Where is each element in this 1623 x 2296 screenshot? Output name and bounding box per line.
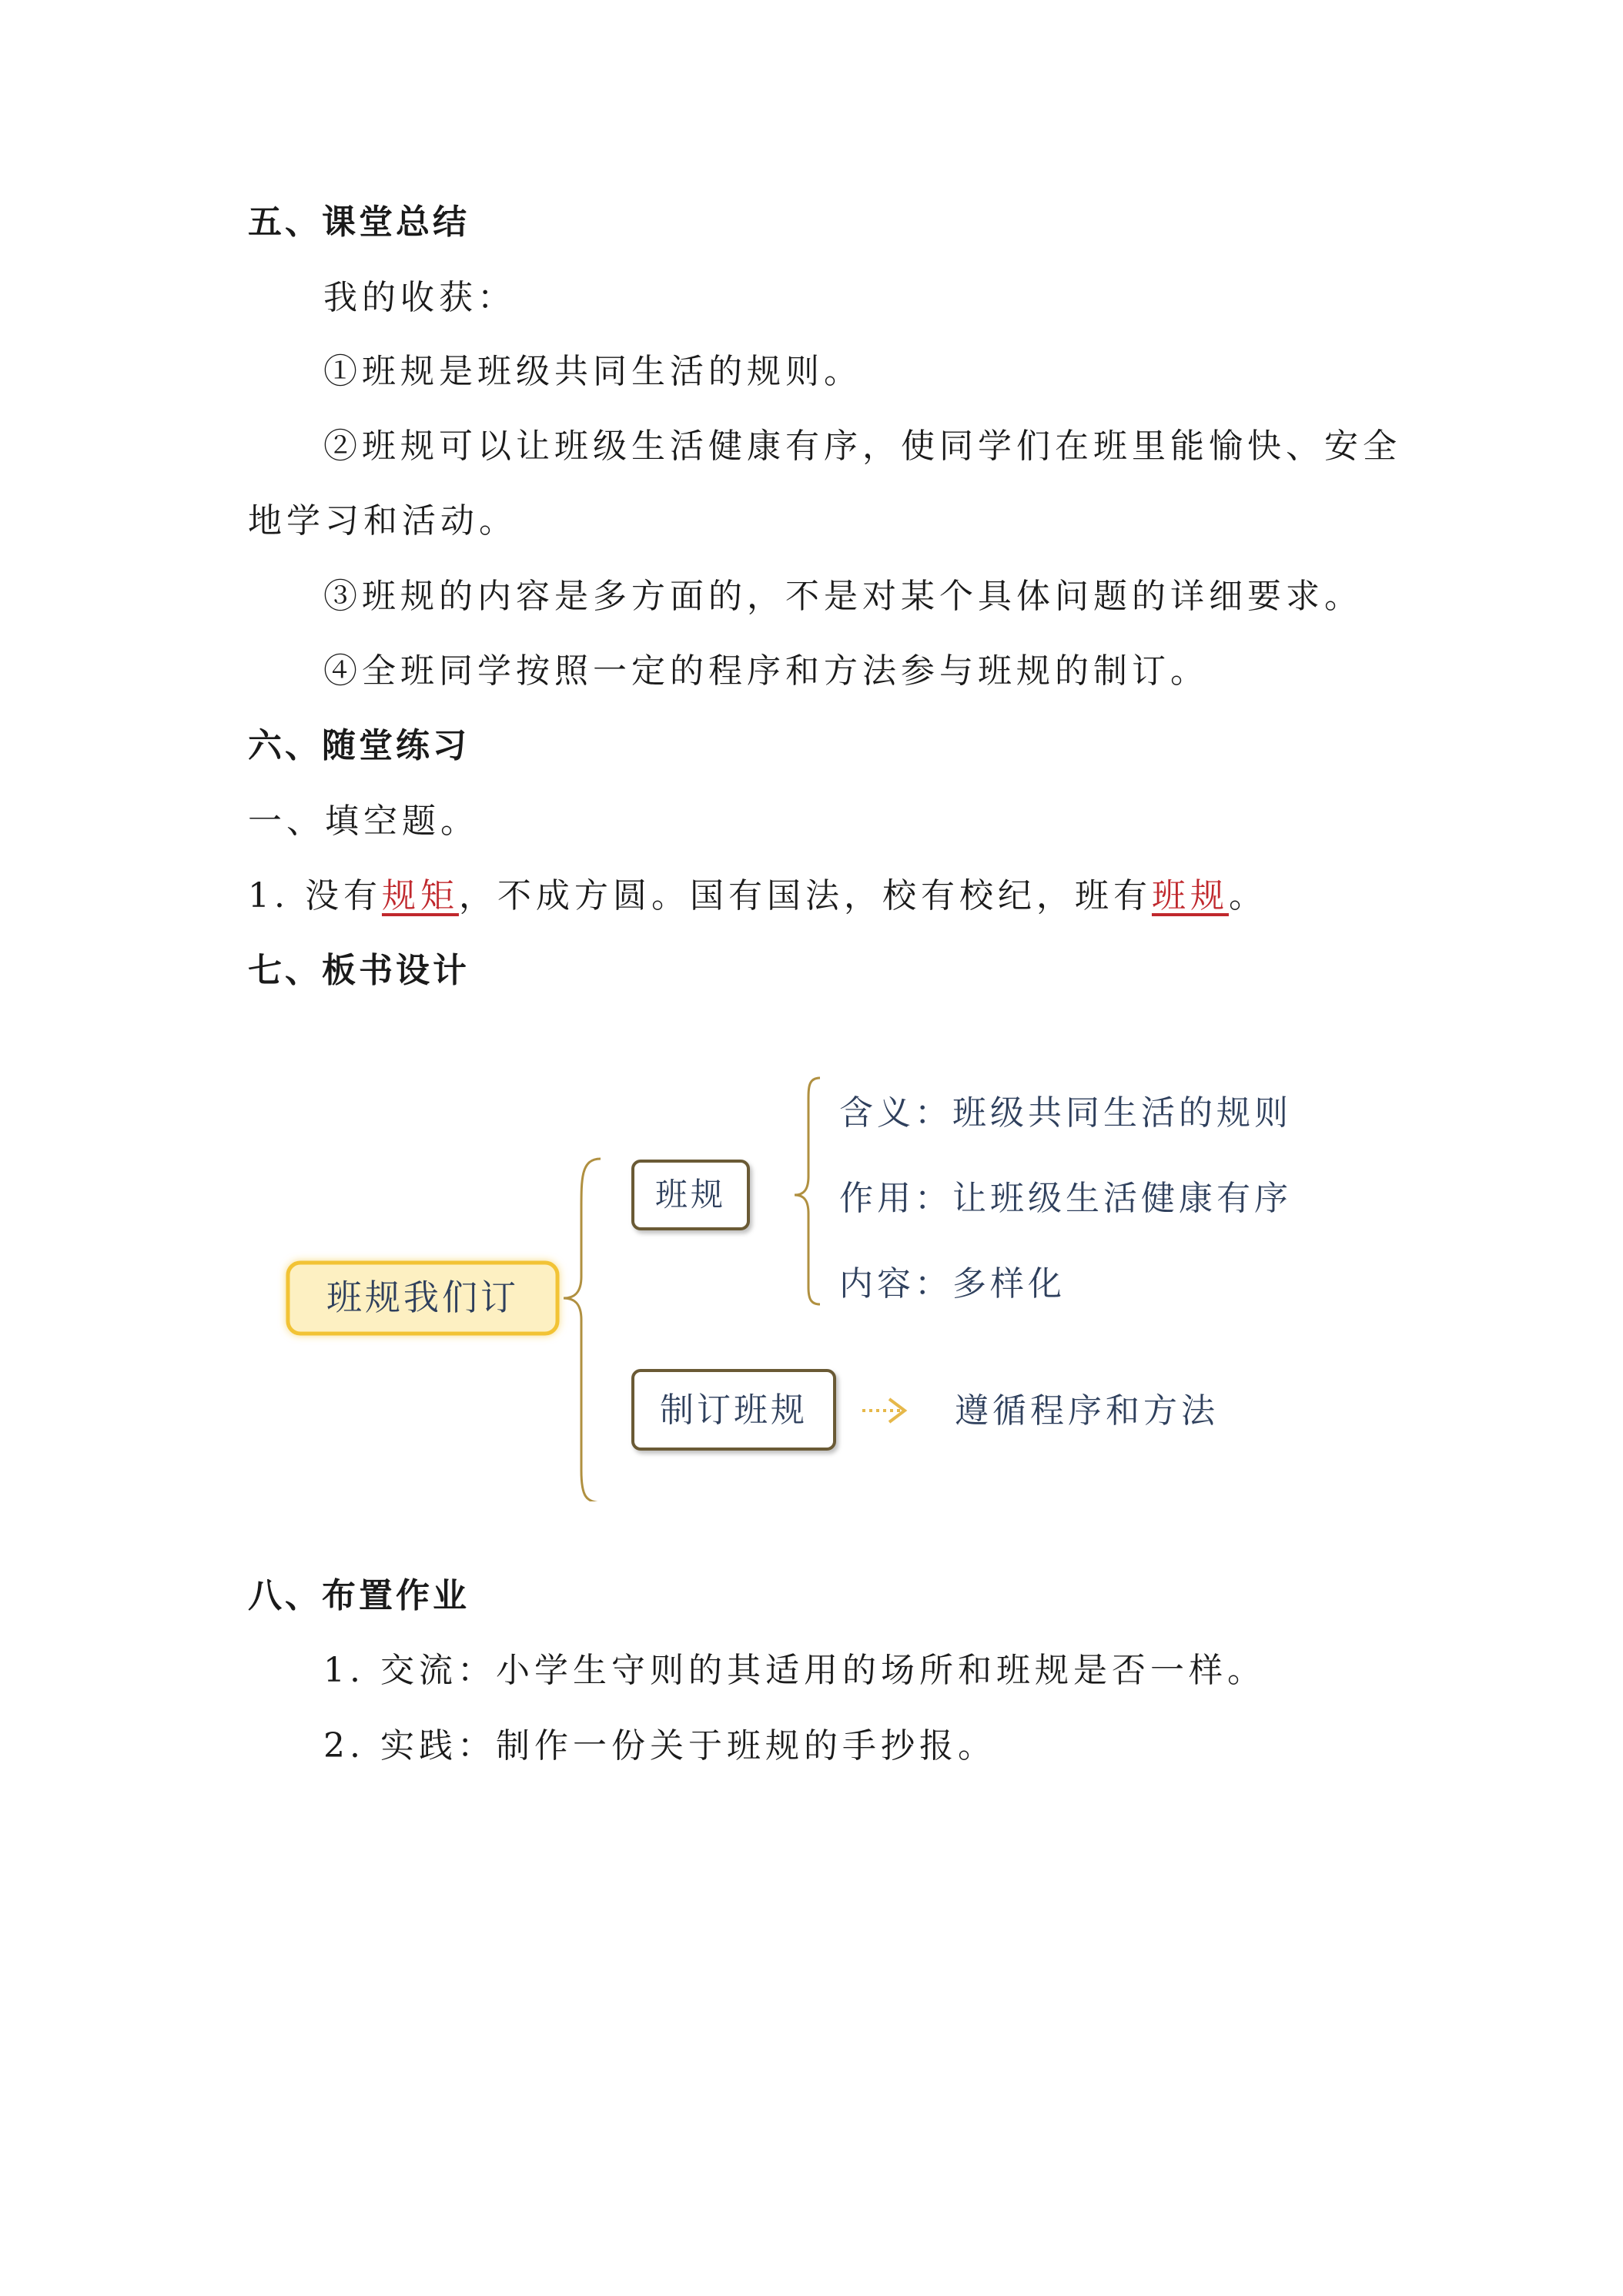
- branch-1-brace: [795, 1078, 820, 1304]
- question-text: 1. 没有: [248, 876, 382, 915]
- rules-meaning-item: 含义：班级共同生活的规则: [839, 1093, 1292, 1133]
- arrow-right-icon: [862, 1399, 905, 1422]
- summary-item-1: ①班规是班级共同生活的规则。: [323, 352, 862, 391]
- summary-item-2-continued: 地学习和活动。: [248, 501, 517, 541]
- summary-item-4: ④全班同学按照一定的程序和方法参与班规的制订。: [323, 651, 1209, 691]
- make-rules-result: 遵循程序和方法: [955, 1391, 1219, 1431]
- answer-blank-2: 班规: [1151, 876, 1229, 915]
- root-node-label: 班规我们订: [326, 1277, 519, 1318]
- board-design-diagram: [277, 1070, 1355, 1501]
- question-text: ，不成方圆。国有国法，校有校纪，班有: [458, 876, 1152, 915]
- summary-item-2: ②班规可以让班级生活健康有序，使同学们在班里能愉快、安全: [323, 427, 1401, 466]
- summary-intro: 我的收获：: [323, 278, 516, 317]
- rules-function-item: 作用：让班级生活健康有序: [839, 1179, 1292, 1218]
- summary-item-3: ③班规的内容是多方面的，不是对某个具体问题的详细要求。: [323, 577, 1363, 616]
- homework-item-1: 1. 交流：小学生守则的其适用的场所和班规是否一样。: [323, 1651, 1266, 1690]
- answer-blank-1: 规矩: [381, 876, 459, 915]
- fill-blank-title: 一、填空题。: [248, 802, 479, 841]
- branch-node-rules-label: 班规: [654, 1176, 727, 1213]
- section-heading-practice: 六、随堂练习: [248, 726, 470, 765]
- section-heading-summary: 五、课堂总结: [248, 202, 470, 242]
- question-text: 。: [1228, 876, 1267, 915]
- homework-item-2: 2. 实践：制作一份关于班规的手抄报。: [323, 1726, 996, 1766]
- root-brace: [564, 1159, 601, 1501]
- section-heading-board-design: 七、板书设计: [248, 951, 470, 990]
- section-heading-homework: 八、布置作业: [248, 1576, 470, 1615]
- rules-content-item: 内容：多样化: [839, 1264, 1066, 1304]
- fill-blank-question-1: [248, 873, 1267, 919]
- branch-node-make-rules-label: 制订班规: [660, 1391, 808, 1430]
